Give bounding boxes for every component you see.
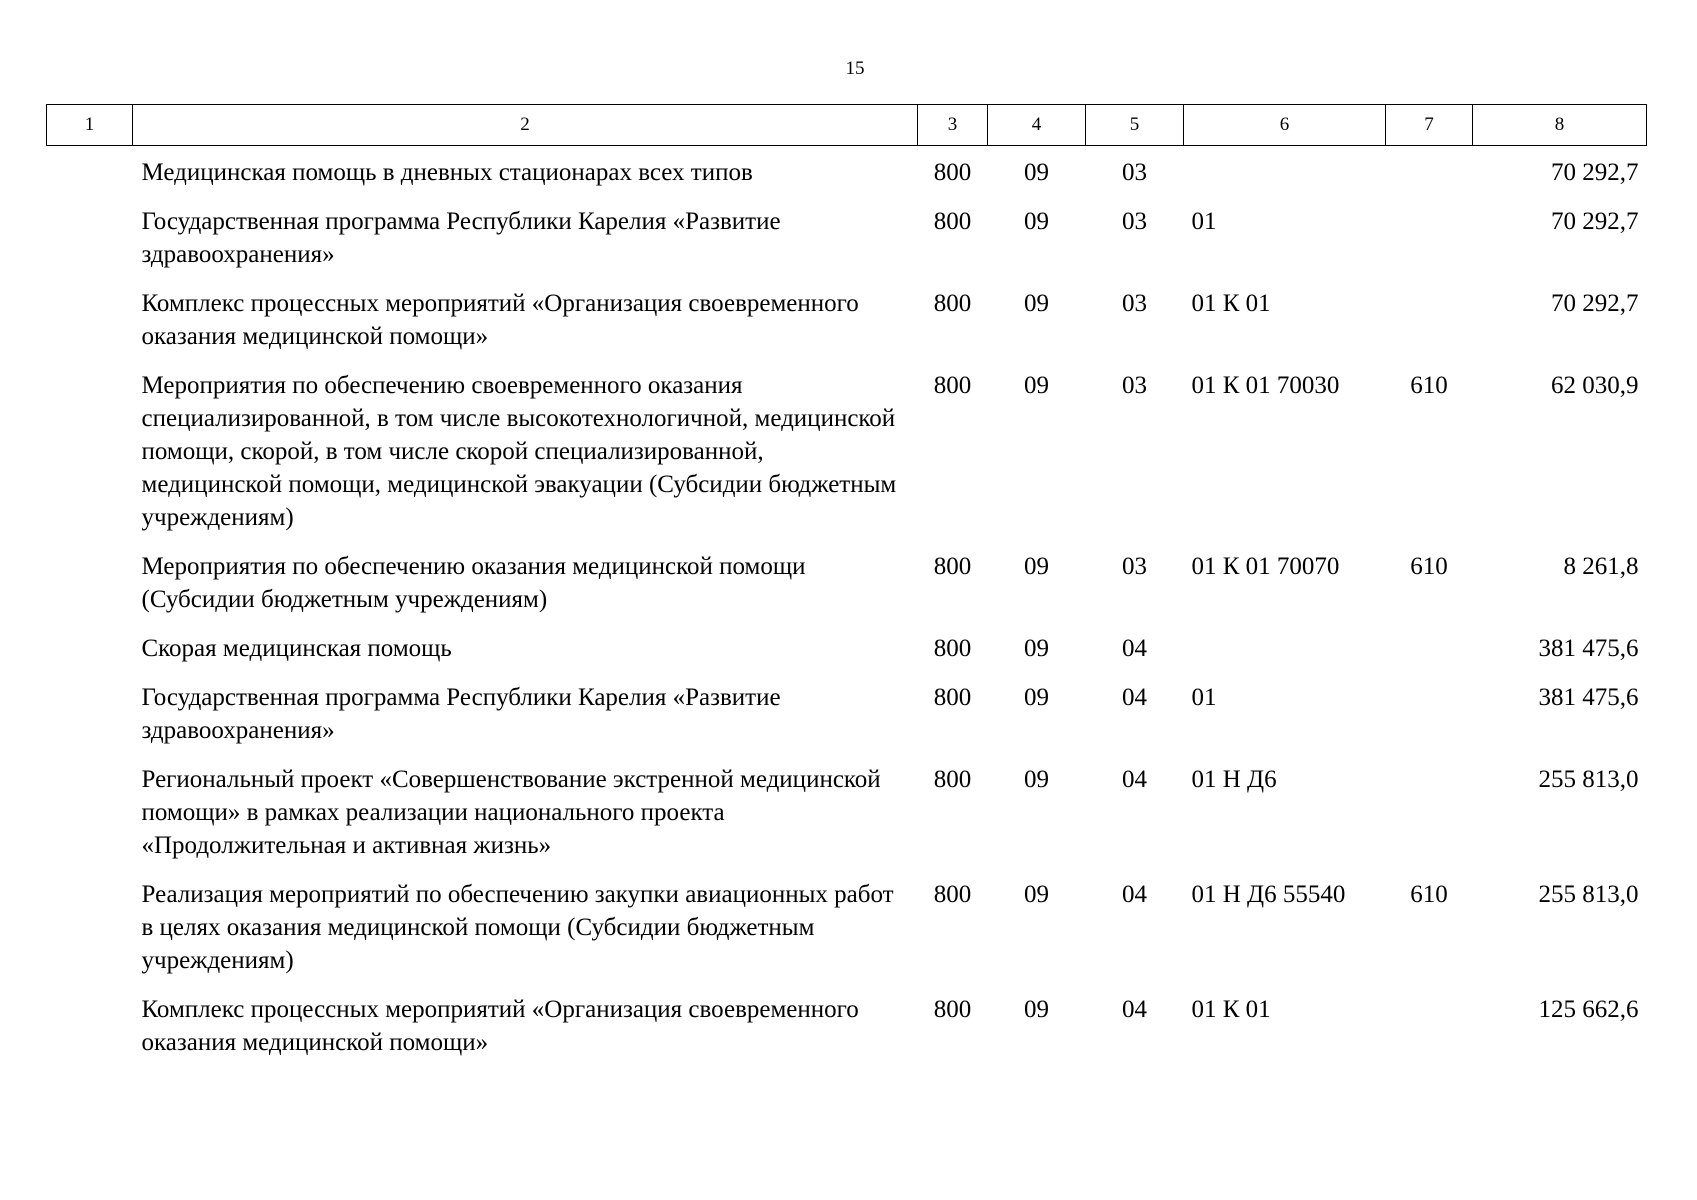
section-code: 09	[1024, 553, 1049, 580]
target-article-code: 01 К 01	[1191, 996, 1271, 1023]
section-code: 09	[1024, 372, 1049, 399]
target-article-code: 01 К 01 70070	[1191, 553, 1340, 580]
budget-table	[46, 104, 1647, 1075]
item-name: Мероприятия по обеспечению своевременного оказания специализированной, в том числе высокотехнологичной, медицинской помощи, скорой, в том числе скорой специализированной, медицинской помощи, медицинской эвакуации (Субсидии бюджетным учреждениям)	[141, 372, 897, 531]
header-col-7: 7	[1386, 105, 1473, 146]
expense-type-code	[1386, 681, 1473, 763]
target-article-code: 01	[1191, 208, 1217, 235]
table-row	[47, 763, 1647, 878]
table-body	[47, 146, 1647, 1076]
expense-type-code	[1386, 146, 1473, 206]
item-name: Медицинская помощь в дневных стационарах всех типов	[141, 159, 753, 186]
target-article-code: 01 Н Д6	[1191, 766, 1277, 793]
amount: 62 030,9	[1551, 372, 1639, 399]
row-index-cell	[47, 369, 133, 550]
row-index-cell	[47, 287, 133, 369]
table-row	[47, 550, 1647, 632]
expense-type-code	[1386, 205, 1473, 287]
row-index-cell	[47, 993, 133, 1075]
row-index-cell	[47, 632, 133, 681]
expense-type-code	[1386, 287, 1473, 369]
row-index-cell	[47, 550, 133, 632]
table-row	[47, 681, 1647, 763]
table-row	[47, 287, 1647, 369]
item-name: Комплекс процессных мероприятий «Организация своевременного оказания медицинской помощи»	[141, 996, 859, 1056]
section-code: 09	[1024, 881, 1049, 908]
subsection-code: 03	[1122, 159, 1147, 186]
grbs-code: 800	[933, 684, 972, 711]
subsection-code: 03	[1122, 372, 1147, 399]
subsection-code: 03	[1122, 208, 1147, 235]
grbs-code: 800	[933, 635, 972, 662]
item-name: Мероприятия по обеспечению оказания медицинской помощи (Субсидии бюджетным учреждениям)	[141, 553, 806, 613]
amount: 70 292,7	[1551, 208, 1639, 235]
item-name: Государственная программа Республики Карелия «Развитие здравоохранения»	[141, 684, 781, 744]
header-col-4: 4	[988, 105, 1086, 146]
amount: 125 662,6	[1538, 996, 1639, 1023]
amount: 381 475,6	[1538, 684, 1639, 711]
subsection-code: 04	[1122, 684, 1147, 711]
amount: 255 813,0	[1538, 881, 1639, 908]
header-col-6: 6	[1184, 105, 1386, 146]
grbs-code: 800	[933, 553, 972, 580]
header-col-8: 8	[1473, 105, 1647, 146]
section-code: 09	[1024, 159, 1049, 186]
section-code: 09	[1024, 208, 1049, 235]
header-col-3: 3	[918, 105, 988, 146]
item-name: Комплекс процессных мероприятий «Организация своевременного оказания медицинской помощи»	[141, 290, 859, 350]
row-index-cell	[47, 878, 133, 993]
header-col-5: 5	[1086, 105, 1184, 146]
target-article-code: 01 К 01	[1191, 290, 1271, 317]
header-row	[47, 105, 1647, 146]
row-index-cell	[47, 681, 133, 763]
amount: 70 292,7	[1551, 159, 1639, 186]
amount: 8 261,8	[1563, 553, 1639, 580]
section-code: 09	[1024, 290, 1049, 317]
subsection-code: 04	[1122, 996, 1147, 1023]
expense-type-code	[1386, 632, 1473, 681]
section-code: 09	[1024, 996, 1049, 1023]
expense-type-code: 610	[1410, 553, 1448, 580]
item-name: Государственная программа Республики Карелия «Развитие здравоохранения»	[141, 208, 781, 268]
grbs-code: 800	[933, 159, 972, 186]
target-article-code	[1184, 146, 1386, 206]
section-code: 09	[1024, 766, 1049, 793]
row-index-cell	[47, 205, 133, 287]
table-row	[47, 369, 1647, 550]
table-row	[47, 993, 1647, 1075]
target-article-code: 01 Н Д6 55540	[1191, 881, 1346, 908]
expense-type-code: 610	[1410, 881, 1448, 908]
subsection-code: 04	[1122, 635, 1147, 662]
table-header	[47, 105, 1647, 146]
expense-type-code	[1386, 993, 1473, 1075]
grbs-code: 800	[933, 208, 972, 235]
expense-type-code: 610	[1410, 372, 1448, 399]
item-name: Скорая медицинская помощь	[141, 635, 452, 662]
item-name: Реализация мероприятий по обеспечению закупки авиационных работ в целях оказания медицинской помощи (Субсидии бюджетным учреждениям)	[141, 881, 894, 974]
amount: 255 813,0	[1538, 766, 1639, 793]
grbs-code: 800	[933, 372, 972, 399]
grbs-code: 800	[933, 996, 972, 1023]
target-article-code	[1184, 632, 1386, 681]
table-row	[47, 878, 1647, 993]
table-row	[47, 632, 1647, 681]
amount: 381 475,6	[1538, 635, 1639, 662]
table-row	[47, 205, 1647, 287]
section-code: 09	[1024, 684, 1049, 711]
table-row	[47, 146, 1647, 206]
expense-type-code	[1386, 763, 1473, 878]
target-article-code: 01 К 01 70030	[1191, 372, 1340, 399]
grbs-code: 800	[933, 290, 972, 317]
subsection-code: 03	[1122, 553, 1147, 580]
subsection-code: 04	[1122, 766, 1147, 793]
row-index-cell	[47, 146, 133, 206]
grbs-code: 800	[933, 766, 972, 793]
section-code: 09	[1024, 635, 1049, 662]
row-index-cell	[47, 763, 133, 878]
header-col-2: 2	[133, 105, 918, 146]
subsection-code: 03	[1122, 290, 1147, 317]
header-col-1: 1	[47, 105, 133, 146]
grbs-code: 800	[933, 881, 972, 908]
target-article-code: 01	[1191, 684, 1217, 711]
item-name: Региональный проект «Совершенствование экстренной медицинской помощи» в рамках реализации национального проекта «Продолжительная и активная жизнь»	[141, 766, 881, 859]
subsection-code: 04	[1122, 881, 1147, 908]
page-number: 15	[845, 58, 865, 79]
amount: 70 292,7	[1551, 290, 1639, 317]
